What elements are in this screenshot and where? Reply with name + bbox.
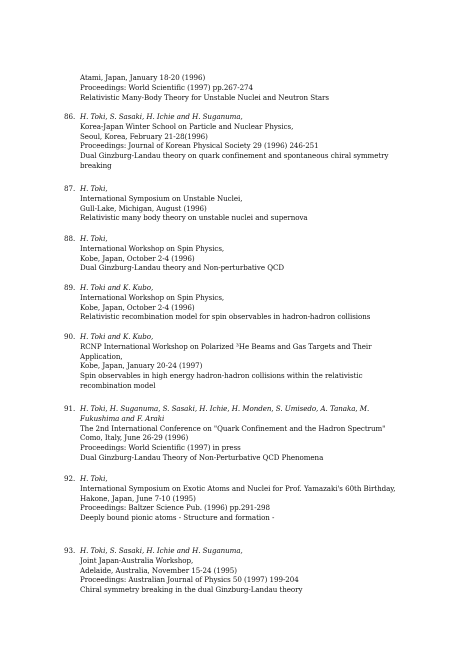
entry-line: Como, Italy, June 26-29 (1996): [80, 433, 189, 443]
entry-authors: H. Toki,: [80, 474, 108, 483]
entry-number: 91.: [64, 404, 76, 413]
entry-line: Relativistic recombination model for spin observables in hadron-hadron collisions: [80, 312, 371, 322]
entry-number: 92.: [64, 474, 76, 483]
entry-line: International Symposium on Unstable Nuclei,: [80, 193, 243, 203]
entry-line: International Symposium on Exotic Atoms and Nuclei for Prof. Yamazaki's 60th Birthday,: [80, 483, 396, 493]
entry-line: Proceedings: Baltzer Science Pub. (1996) pp.291-298: [80, 503, 270, 513]
entry-line: International Workshop on Spin Physics,: [80, 292, 225, 302]
entry-line: Dual Ginzburg-Landau theory and Non-perturbative QCD: [80, 263, 284, 273]
entry-line: Kobe, Japan, October 2-4 (1996): [80, 302, 195, 312]
entry-line: Hakone, Japan, June 7-10 (1995): [80, 493, 196, 503]
entry-line: Dual Ginzburg-Landau Theory of Non-Perturbative QCD Phenomena: [80, 452, 324, 462]
entry-line: RCNP International Workshop on Polarized ³He Beams and Gas Targets and Their Application,: [80, 341, 372, 361]
entry-line: Seoul, Korea, February 21-28(1996): [80, 131, 208, 141]
entry-line: International Workshop on Spin Physics,: [80, 243, 225, 253]
entry-authors: H. Toki,: [80, 234, 108, 243]
entry-line: Proceedings: Australian Journal of Physics 50 (1997) 199-204: [80, 575, 299, 585]
entry-number: 93.: [64, 546, 76, 555]
entry-authors: H. Toki,: [80, 184, 108, 193]
entry-line: Relativistic Many-Body Theory for Unstable Nuclei and Neutron Stars: [80, 92, 329, 102]
entry-number: 89.: [64, 283, 76, 292]
continued-entry: [80, 73, 400, 102]
entry-authors: H. Toki, H. Suganuma, S. Sasaki, H. Ichie, H. Monden, S. Umisedo, A. Tanaka, M. Fukushima and F. Araki: [80, 404, 370, 423]
entry-line: Kobe, Japan, January 20-24 (1997): [80, 361, 203, 371]
entry-line: Chiral symmetry breaking in the dual Ginzburg-Landau theory: [80, 585, 303, 595]
entry-line: Relativistic many body theory on unstable nuclei and supernova: [80, 213, 308, 223]
entry-line: Adelaide, Australia, November 15-24 (1995): [80, 565, 237, 575]
entry-line: Joint Japan-Australia Workshop,: [80, 555, 194, 565]
entry-line: Kobe, Japan, October 2-4 (1996): [80, 253, 195, 263]
entry-line: Proceedings: World Scientific (1997) in press: [80, 443, 241, 453]
entry-number: 87.: [64, 184, 76, 193]
entry-line: The 2nd International Conference on "Quark Confinement and the Hadron Spectrum": [80, 423, 386, 433]
entry-line: Spin observables in high energy hadron-hadron collisions within the relativistic recombination model: [80, 371, 363, 390]
entry-line: Korea-Japan Winter School on Particle and Nuclear Physics,: [80, 121, 294, 131]
entry-number: 86.: [64, 112, 76, 121]
entry-line: Atami, Japan, January 18-20 (1996): [80, 73, 206, 82]
entry-number: 90.: [64, 332, 76, 341]
entry-line: Proceedings: World Scientific (1997) pp.267-274: [80, 82, 253, 92]
entry-authors: H. Toki and K. Kubo,: [80, 283, 154, 292]
entry-line: Dual Ginzburg-Landau theory on quark confinement and spontaneous chiral symmetry breaking: [80, 151, 389, 170]
entry-line: Deeply bound pionic atoms - Structure and formation -: [80, 513, 275, 523]
entry-number: 88.: [64, 234, 76, 243]
entry-authors: H. Toki, S. Sasaki, H. Ichie and H. Suganuma,: [80, 546, 243, 555]
entry-line: Gull-Lake, Michigan, August (1996): [80, 203, 207, 213]
entry-authors: H. Toki and K. Kubo,: [80, 332, 154, 341]
entry-authors: H. Toki, S. Sasaki, H. Ichie and H. Suganuma,: [80, 112, 243, 121]
entry-line: Proceedings: Journal of Korean Physical Society 29 (1996) 246-251: [80, 141, 319, 151]
